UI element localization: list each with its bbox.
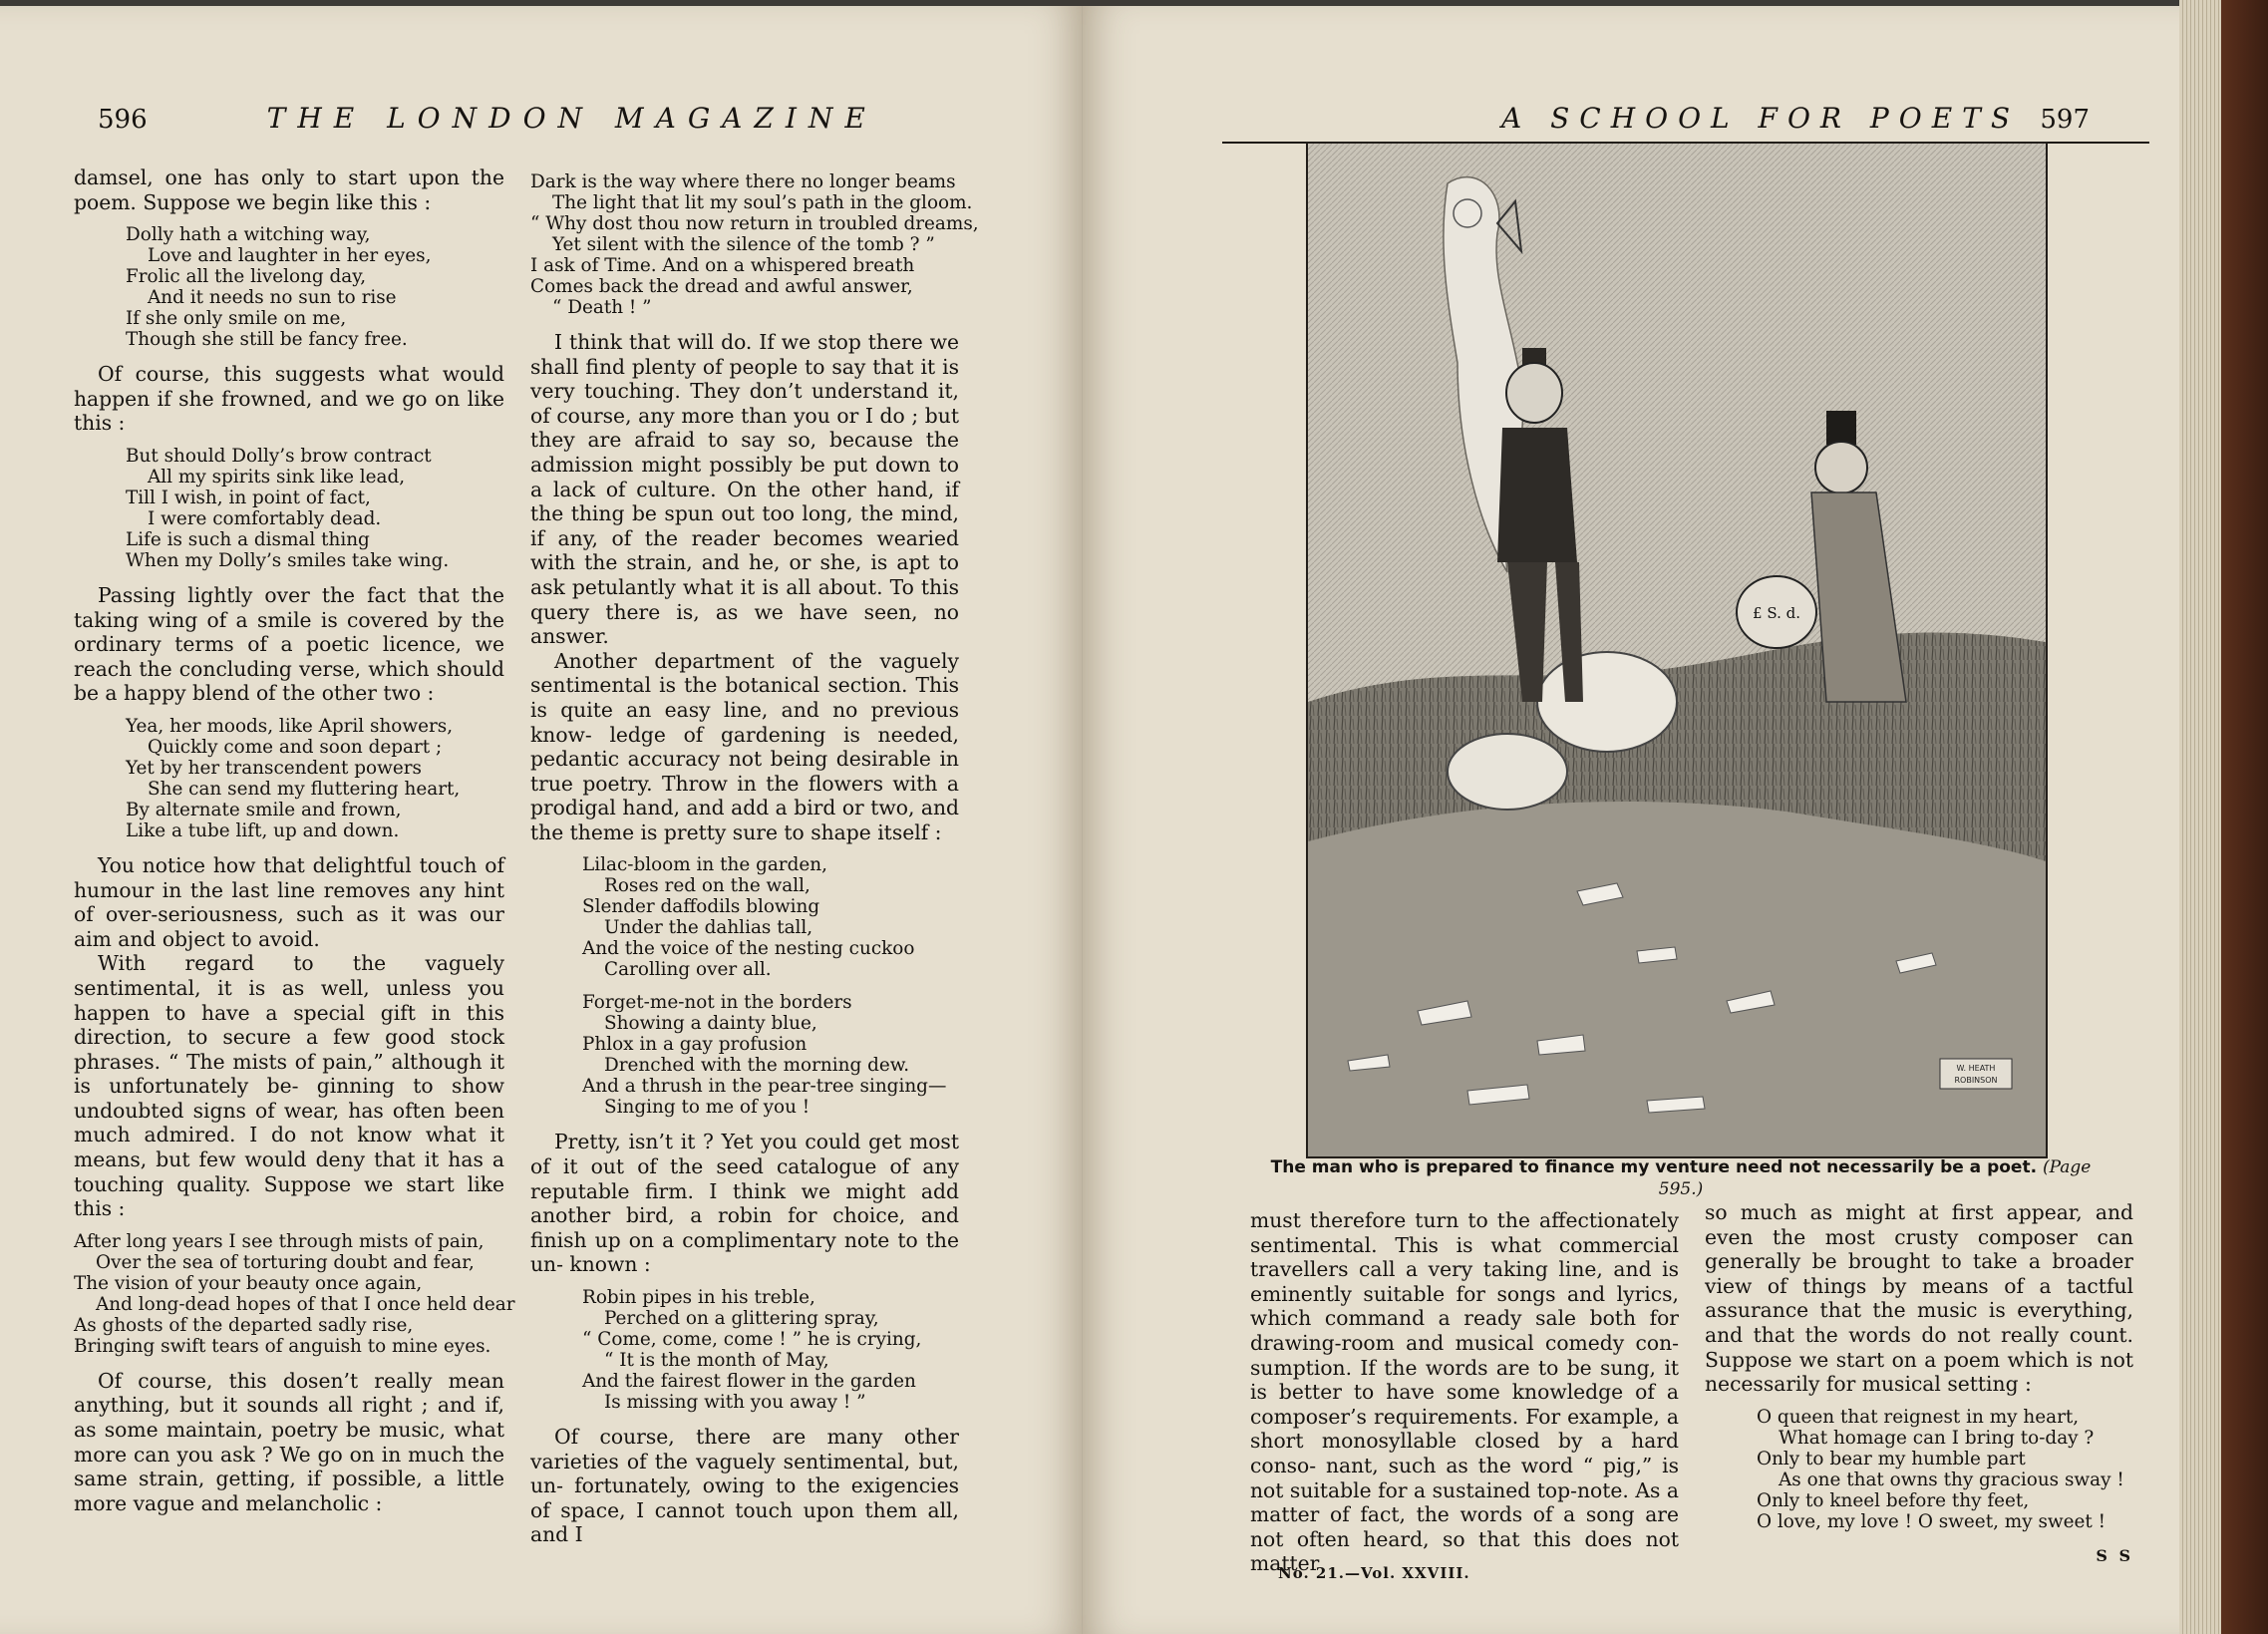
verse-line: O queen that reignest in my heart,	[1757, 1406, 2080, 1428]
paragraph: Of course, there are many other varieties of the vaguely sentimental, but, un- fortunately, owing to the exigencies of space, I cannot touch upon them all, and I	[530, 1425, 959, 1547]
verse-line: And long-dead hopes of that I once held dear	[96, 1293, 515, 1315]
paragraph: I think that will do. If we stop there we shall find plenty of people to say that it is very touching. They don’t understand it, of course, any more than you or I do ; but they are afraid to say so, because the admission might possibly be put down to a lack of culture. On the other hand, if the thing be spun out too long, the mind, if any, of the reader becomes wearied with the strain, and he, or she, is apt to ask petulantly what it is all about. To this query there is, as we have seen, no answer.	[530, 330, 959, 649]
muse-head	[1454, 199, 1481, 227]
verse-line: If she only smile on me,	[126, 308, 347, 330]
left-column-2	[530, 171, 979, 1547]
verse-line: And the voice of the nesting cuckoo	[582, 938, 915, 960]
verse-line: After long years I see through mists of pain,	[74, 1230, 485, 1252]
verse-line: Slender daffodils blowing	[582, 896, 820, 918]
artist-signature: W. HEATH	[1956, 1064, 1996, 1073]
paragraph: Pretty, isn’t it ? Yet you could get most of it out of the seed catalogue of any reputable firm. I think we might add another bird, a robin for choice, and finish up on a complimentary note to the un- known :	[530, 1130, 959, 1277]
left-page-number: 596	[98, 105, 148, 135]
verse-line: Bringing swift tears of anguish to mine eyes.	[74, 1335, 491, 1357]
poem-stanza	[74, 224, 504, 350]
right-running-header	[1222, 102, 2149, 144]
rock	[1448, 734, 1567, 810]
caption-page-reference: (Page 595.)	[1658, 1157, 2092, 1199]
verse-line: I were comfortably dead.	[148, 507, 382, 529]
financier-top-hat	[1826, 411, 1856, 445]
verse-line: Lilac-bloom in the garden,	[582, 854, 827, 876]
poem-stanza	[530, 171, 979, 318]
poem-stanza	[530, 992, 959, 1118]
verse-line: As ghosts of the departed sadly rise,	[74, 1314, 414, 1336]
verse-line: Dark is the way where there no longer beams	[530, 171, 956, 192]
verse-line: And a thrush in the pear-tree singing—	[582, 1076, 947, 1098]
paragraph: Passing lightly over the fact that the taking wing of a smile is covered by the ordinary terms of a poetic licence, we reach the concluding verse, which should be a happy blend of the other two :	[74, 582, 504, 706]
verse-line: Though she still be fancy free.	[126, 329, 408, 351]
verse-line: “ Death ! ”	[552, 297, 652, 318]
verse-line: Is missing with you away ! ”	[604, 1392, 866, 1414]
verse-line: And it needs no sun to rise	[148, 287, 397, 309]
article-title: A SCHOOL FOR POETS	[1501, 102, 2021, 135]
paragraph: With regard to the vaguely sentimental, it is as well, unless you happen to have a special gift in this direction, to secure a few good stock phrases. “ The mists of pain,” although it is unfortunately be- ginning to show undoubted signs of wear, has often been much admired. I do not know what it means, but few would deny that it has a touching quality. Suppose we start like this :	[74, 951, 504, 1221]
verse-line: Showing a dainty blue,	[604, 1013, 817, 1035]
verse-line: When my Dolly’s smiles take wing.	[126, 549, 450, 571]
issue-footnote: No. 21.—Vol. XXVIII.	[1278, 1564, 1470, 1582]
financier-head	[1815, 442, 1867, 493]
illustration-drawing	[1308, 144, 2046, 1156]
verse-line: What homage can I bring to-day ?	[1779, 1427, 2095, 1449]
verse-line: Drenched with the morning dew.	[604, 1055, 910, 1077]
paragraph: so much as might at first appear, and even the most crusty composer can generally be brought to take a broader view of things by means of a tactful assurance that the music is everything, and that the words do not really count. Suppose we start on a poem which is not necessarily for musical setting :	[1705, 1200, 2133, 1397]
illustration-plate	[1306, 142, 2048, 1158]
paragraph: You notice how that delightful touch of humour in the last line removes any hint of over-seriousness, such as it was our aim and object to avoid.	[74, 852, 504, 951]
verse-line: By alternate smile and frown,	[126, 799, 402, 820]
poem-stanza	[74, 716, 504, 841]
verse-line: The light that lit my soul’s path in the gloom.	[552, 192, 973, 213]
verse-line: But should Dolly’s brow contract	[126, 445, 432, 467]
verse-line: Singing to me of you !	[604, 1097, 810, 1119]
verse-line: Love and laughter in her eyes,	[148, 245, 432, 267]
verse-line: Comes back the dread and awful answer,	[530, 276, 913, 297]
paragraph: must therefore turn to the affectionately sentimental. This is what commercial travellers call a very taking line, and is eminently suitable for songs and lyrics, which command a ready sale both for drawing-room and musical comedy con- sumption. If the words are to be sung, it is better to have some knowledge of a composer’s requirements. For example, a short monosyllable closed by a hard conso- nant, such as the word “ pig,” is not suitable for a sustained top-note. As a matter of fact, the words of a song are not often heard, so that this does not matter	[1250, 1208, 1679, 1576]
right-page	[1083, 6, 2179, 1634]
verse-line: Roses red on the wall,	[604, 875, 810, 897]
rock	[1537, 652, 1677, 752]
illustration-caption	[1262, 1156, 2100, 1200]
money-bag-label: £ S. d.	[1753, 604, 1800, 622]
verse-line: Life is such a dismal thing	[126, 528, 370, 550]
artist-signature: ROBINSON	[1954, 1076, 1998, 1085]
left-running-header	[98, 102, 1032, 142]
verse-line: Quickly come and soon depart ;	[148, 736, 443, 758]
right-column-1	[1250, 1208, 1679, 1576]
verse-line: Carolling over all.	[604, 959, 772, 981]
verse-line: “ It is the month of May,	[604, 1350, 829, 1372]
verse-line: Phlox in a gay profusion	[582, 1034, 808, 1056]
verse-line: Like a tube lift, up and down.	[126, 819, 400, 841]
poem-stanza	[74, 1230, 515, 1357]
poem-stanza	[1705, 1407, 2133, 1532]
left-page	[0, 6, 1083, 1634]
magazine-title: THE LONDON MAGAZINE	[266, 102, 877, 135]
paragraph: Of course, this dosen’t really mean anything, but it sounds all right ; and if, as some maintain, poetry be music, what more can you ask ? We go on in much the same strain, getting, if possible, a little more vague and melancholic :	[74, 1368, 504, 1515]
poet-coat	[1497, 428, 1577, 562]
verse-line: “ Why dost thou now return in troubled dreams,	[530, 213, 979, 234]
poet-head	[1506, 363, 1562, 423]
paragraph: Of course, this suggests what would happen if she frowned, and we go on like this :	[74, 362, 504, 436]
paragraph: damsel, one has only to start upon the poem. Suppose we begin like this :	[74, 165, 504, 214]
verse-line: Only to bear my humble part	[1757, 1448, 2026, 1470]
book-cover	[2221, 0, 2268, 1634]
verse-line: I ask of Time. And on a whispered breath	[530, 255, 915, 276]
verse-line: And the fairest flower in the garden	[582, 1371, 916, 1393]
paragraph: Another department of the vaguely sentimental is the botanical section. This is quite an easy line, and no previous know- ledge of gardening is needed, pedantic accuracy not being desirable in true poetry. Throw in the flowers with a prodigal hand, and add a bird or two, and the theme is pretty sure to shape itself :	[530, 648, 959, 844]
verse-line: Frolic all the livelong day,	[126, 266, 367, 288]
caption-text: The man who is prepared to finance my venture need not necessarily be a poet.	[1270, 1157, 2038, 1177]
poem-stanza	[530, 854, 959, 980]
verse-line: Dolly hath a witching way,	[126, 224, 371, 246]
verse-line: The vision of your beauty once again,	[74, 1272, 423, 1294]
verse-line: She can send my fluttering heart,	[148, 778, 461, 800]
verse-line: Till I wish, in point of fact,	[126, 487, 371, 508]
verse-line: Only to kneel before thy feet,	[1757, 1489, 2030, 1511]
verse-line: Yet silent with the silence of the tomb ? ”	[552, 234, 935, 255]
poem-stanza	[530, 1287, 959, 1413]
poem-stanza	[74, 446, 504, 571]
right-page-number: 597	[2040, 105, 2090, 135]
verse-line: All my spirits sink like lead,	[148, 466, 406, 488]
verse-line: Under the dahlias tall,	[604, 917, 813, 939]
right-column-2	[1705, 1200, 2133, 1568]
verse-line: As one that owns thy gracious sway !	[1779, 1469, 2124, 1490]
verse-line: Yet by her transcendent powers	[126, 757, 422, 779]
verse-line: O love, my love ! O sweet, my sweet !	[1757, 1510, 2106, 1532]
left-column-1	[74, 165, 515, 1515]
verse-line: Over the sea of torturing doubt and fear,	[96, 1251, 475, 1273]
verse-line: Robin pipes in his treble,	[582, 1287, 815, 1309]
signature-mark: S S	[2096, 1545, 2133, 1565]
verse-line: Yea, her moods, like April showers,	[126, 715, 454, 737]
verse-line: Forget-me-not in the borders	[582, 992, 852, 1014]
verse-line: “ Come, come, come ! ” he is crying,	[582, 1329, 922, 1351]
verse-line: Perched on a glittering spray,	[604, 1308, 879, 1330]
